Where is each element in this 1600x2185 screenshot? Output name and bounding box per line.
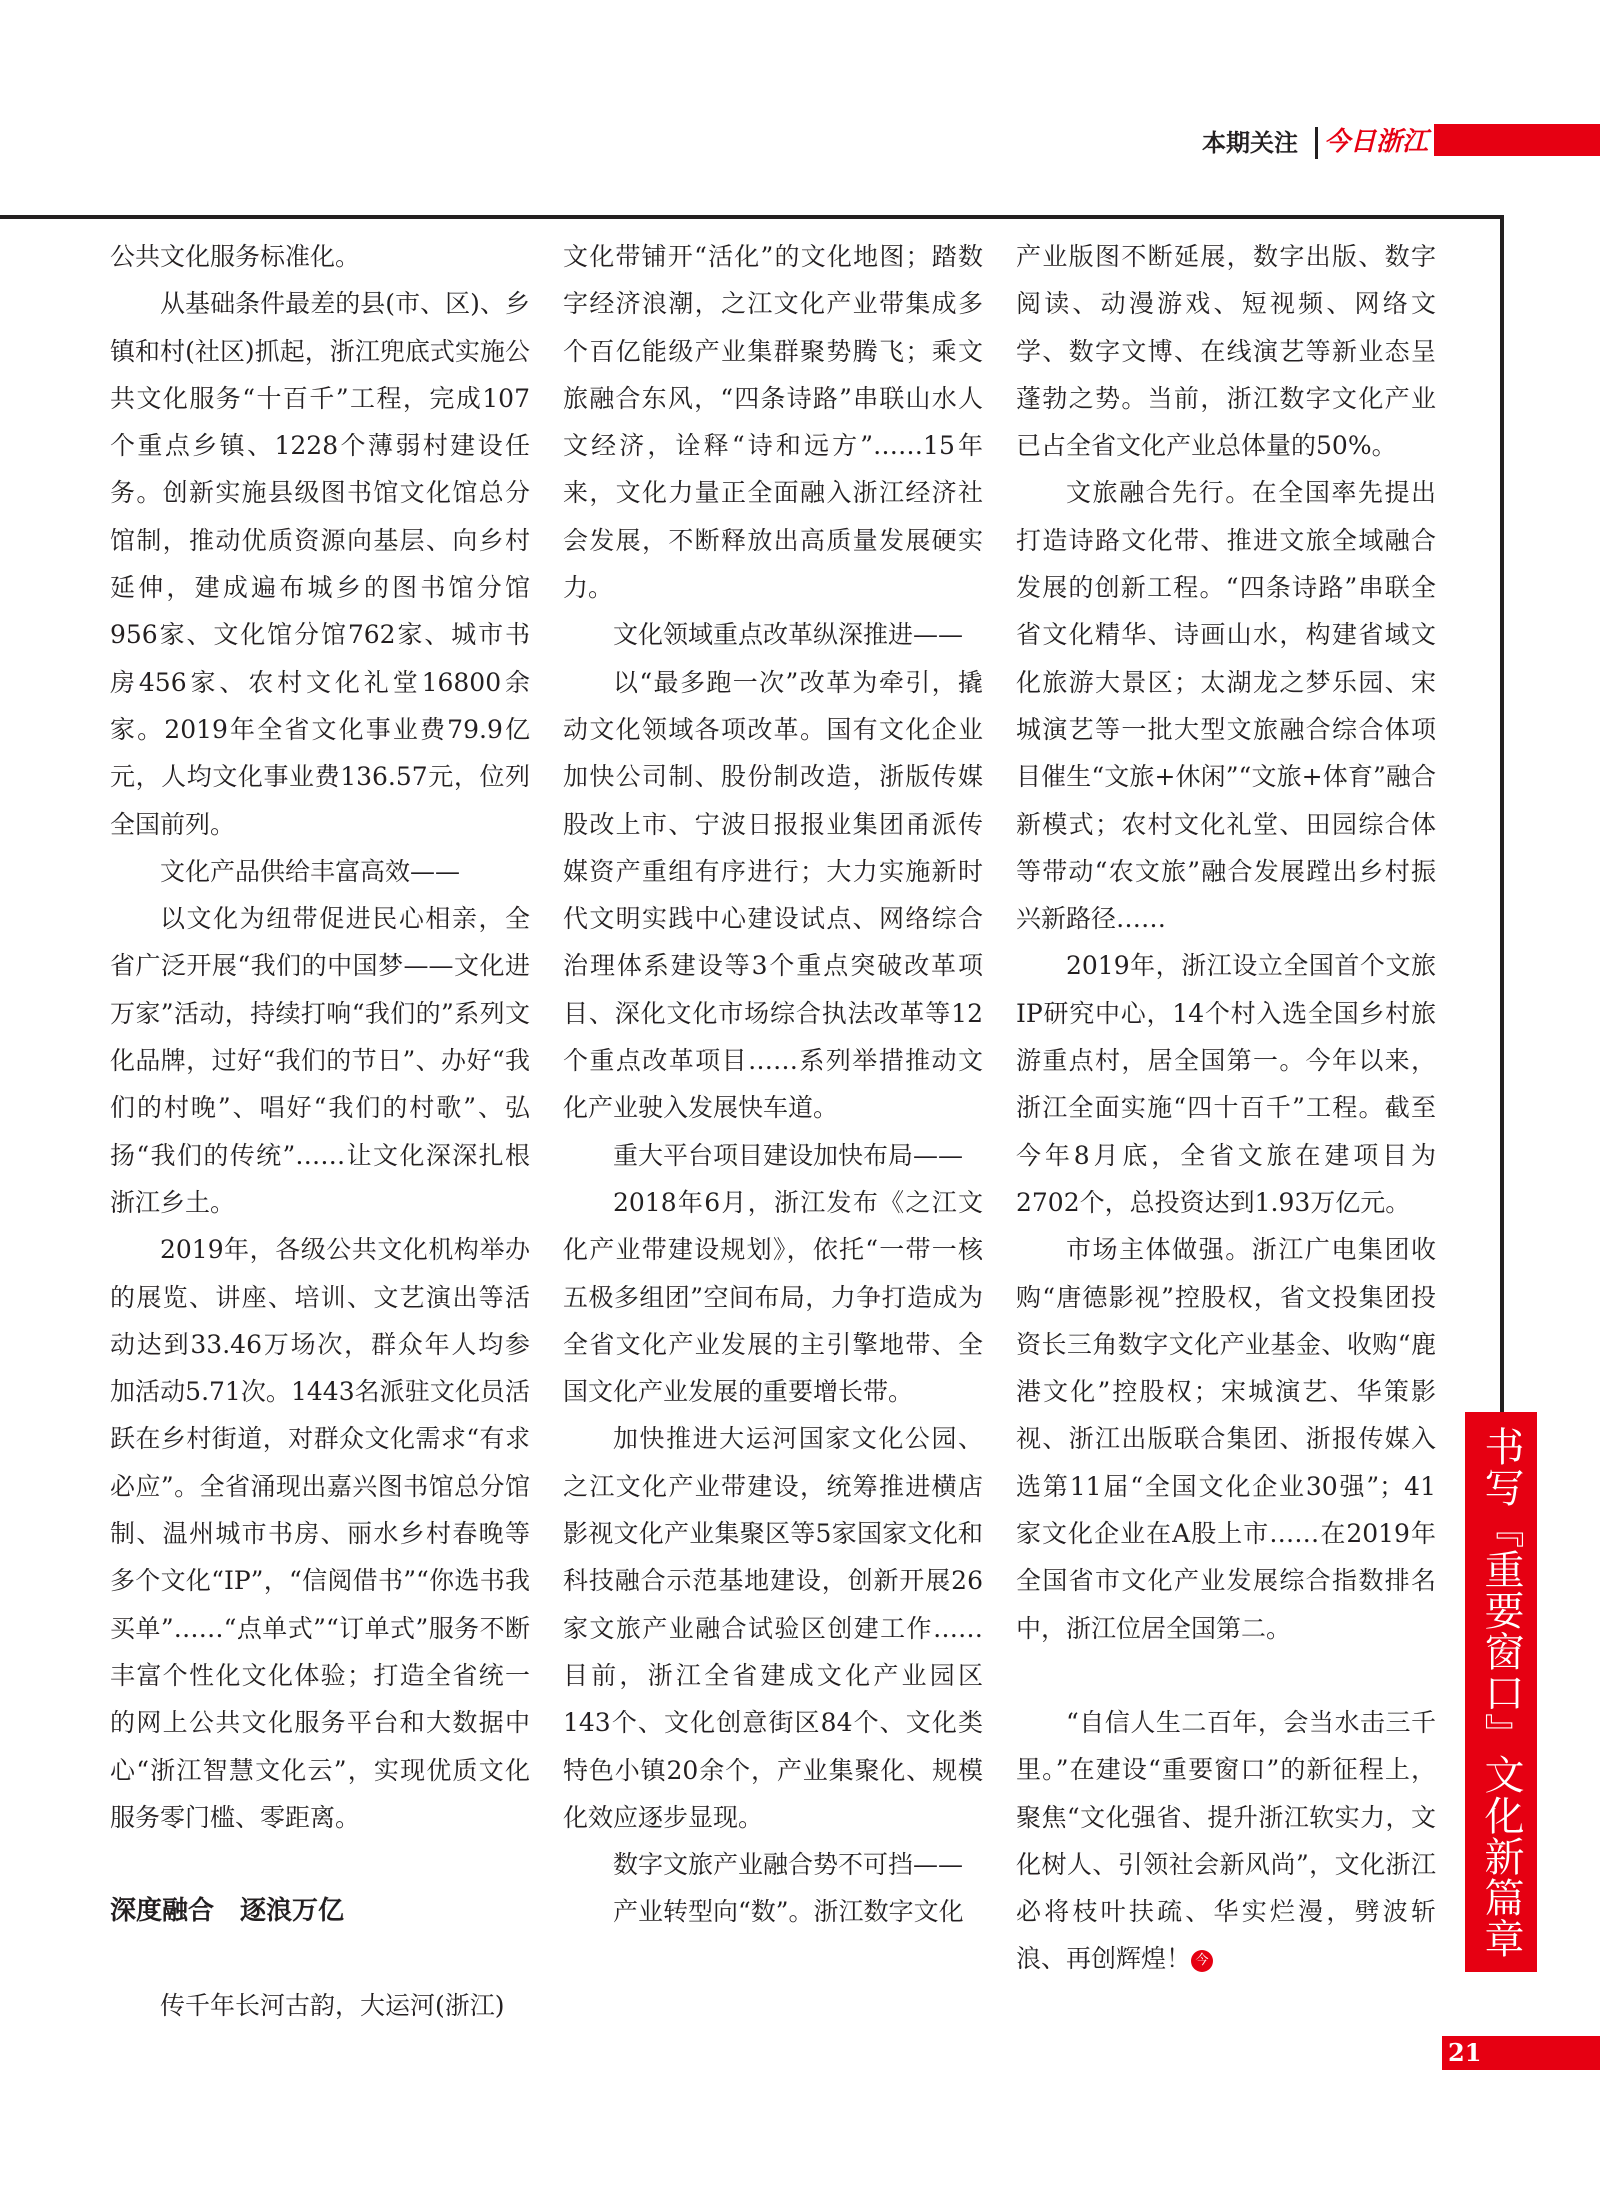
- closing-text: “自信人生二百年，会当水击三千里。”在建设“重要窗口”的新征程上，聚焦“文化强省、提升浙江软实力，文化树人、引领社会新风尚”，文化浙江必将枝叶扶疏、华实烂漫，劈波斩浪、再创辉煌！: [1016, 1707, 1436, 1974]
- paragraph: 加快推进大运河国家文化公园、之江文化产业带建设，统筹推进横店影视文化产业集聚区等5家国家文化和科技融合示范基地建设，创新开展26家文旅产业融合试验区创建工作……目前，浙江全省建成文化产业园区143个、文化创意街区84个、文化类特色小镇20余个，产业集聚化、规模化效应逐步显现。: [563, 1424, 983, 1832]
- page-number: 21: [1448, 2038, 1482, 2067]
- paragraph: 文化带铺开“活化”的文化地图；踏数字经济浪潮，之江文化产业带集成多个百亿能级产业集群聚势腾飞；乘文旅融合东风，“四条诗路”串联山水人文经济，诠释“诗和远方”……15年来，文化力量正全面融入浙江经济社会发展，不断释放出高质量发展硬实力。: [563, 242, 983, 603]
- side-title-banner: 书写『重要窗口』文化新篇章: [1465, 1412, 1537, 1972]
- paragraph: 以文化为纽带促进民心相亲，全省广泛开展“我们的中国梦——文化进万家”活动，持续打响“我们的”系列文化品牌，过好“我们的节日”、办好“我们的村晚”、唱好“我们的村歌”、弘扬“我们的传统”……让文化深深扎根浙江乡土。: [110, 904, 530, 1217]
- header-red-bar: [1434, 124, 1600, 156]
- paragraph: 产业转型向“数”。浙江数字文化: [613, 1897, 964, 1927]
- text-column-1: [110, 233, 530, 2029]
- paragraph: 公共文化服务标准化。: [110, 242, 361, 271]
- top-rule: [0, 215, 1503, 219]
- paragraph: 2019年，浙江设立全国首个文旅IP研究中心，14个村入选全国乡村旅游重点村，居全国第一。今年以来，浙江全面实施“四十百千”工程。截至今年8月底，全省文旅在建项目为2702个，总投资达到1.93万亿元。: [1016, 951, 1436, 1217]
- paragraph: 以“最多跑一次”改革为牵引，撬动文化领域各项改革。国有文化企业加快公司制、股份制改造，浙版传媒股改上市、宁波日报报业集团甬派传媒资产重组有序进行；大力实施新时代文明实践中心建设试点、网络综合治理体系建设等3个重点突破改革项目、深化文化市场综合执法改革等12个重点改革项目……系列举措推动文化产业驶入发展快车道。: [563, 667, 983, 1123]
- magazine-logo: 今日浙江: [1324, 127, 1429, 157]
- text-column-3: [1016, 233, 1436, 1983]
- end-mark-icon: 今: [1191, 1950, 1213, 1972]
- paragraph: 市场主体做强。浙江广电集团收购“唐德影视”控股权，省文投集团投资长三角数字文化产业基金、收购“鹿港文化”控股权；宋城演艺、华策影视、浙江出版联合集团、浙报传媒入选第11届“全国文化企业30强”；41家文化企业在A股上市……在2019年全国省市文化产业发展综合指数排名中，浙江位居全国第二。: [1016, 1235, 1436, 1643]
- paragraph: 2018年6月，浙江发布《之江文化产业带建设规划》，依托“一带一核五极多组团”空间布局，力争打造成为全省文化产业发展的主引擎地带、全国文化产业发展的重要增长带。: [563, 1187, 983, 1407]
- paragraph: 文旅融合先行。在全国率先提出打造诗路文化带、推进文旅全域融合发展的创新工程。“四条诗路”串联全省文化精华、诗画山水，构建省域文化旅游大景区；太湖龙之梦乐园、宋城演艺等一批大型文旅融合综合体项目催生“文旅+休闲”“文旅+体育”融合新模式；农村文化礼堂、田园综合体等带动“农文旅”融合发展蹚出乡村振兴新路径……: [1016, 478, 1436, 934]
- subheading: 数字文旅产业融合势不可挡——: [613, 1850, 964, 1880]
- paragraph: 从基础条件最差的县(市、区)、乡镇和村(社区)抓起，浙江兜底式实施公共文化服务“十百千”工程，完成107个重点乡镇、1228个薄弱村建设任务。创新实施县级图书馆文化馆总分馆制，推动优质资源向基层、向乡村延伸，建成遍布城乡的图书馆分馆956家、文化馆分馆762家、城市书房456家、农村文化礼堂16800余家。2019年全省文化事业费79.9亿元，人均文化事业费136.57元，位列全国前列。: [110, 289, 530, 839]
- section-label: 本期关注: [1202, 129, 1298, 157]
- header-divider: [1315, 127, 1318, 159]
- paragraph: 传千年长河古韵，大运河(浙江): [160, 1991, 505, 2021]
- right-rule: [1500, 215, 1504, 1420]
- subheading: 文化领域重点改革纵深推进——: [613, 620, 964, 650]
- paragraph: 产业版图不断延展，数字出版、数字阅读、动漫游戏、短视频、网络文学、数字文博、在线演艺等新业态呈蓬勃之势。当前，浙江数字文化产业已占全省文化产业总体量的50%。: [1016, 242, 1436, 461]
- text-column-2: [563, 233, 983, 1936]
- section-heading: 深度融合 逐浪万亿: [110, 1896, 345, 1927]
- closing-paragraph: [1016, 1699, 1436, 1983]
- subheading: 重大平台项目建设加快布局——: [613, 1140, 964, 1170]
- subheading: 文化产品供给丰富高效——: [160, 856, 461, 886]
- paragraph: 2019年，各级公共文化机构举办的展览、讲座、培训、文艺演出等活动达到33.46万场次，群众年人均参加活动5.71次。1443名派驻文化员活跃在乡村街道，对群众文化需求“有求必应”。全省涌现出嘉兴图书馆总分馆制、温州城市书房、丽水乡村春晚等多个文化“IP”，“信阅借书”“你选书我买单”……“点单式”“订单式”服务不断丰富个性化文化体验；打造全省统一的网上公共文化服务平台和大数据中心“浙江智慧文化云”，实现优质文化服务零门槛、零距离。: [110, 1235, 530, 1832]
